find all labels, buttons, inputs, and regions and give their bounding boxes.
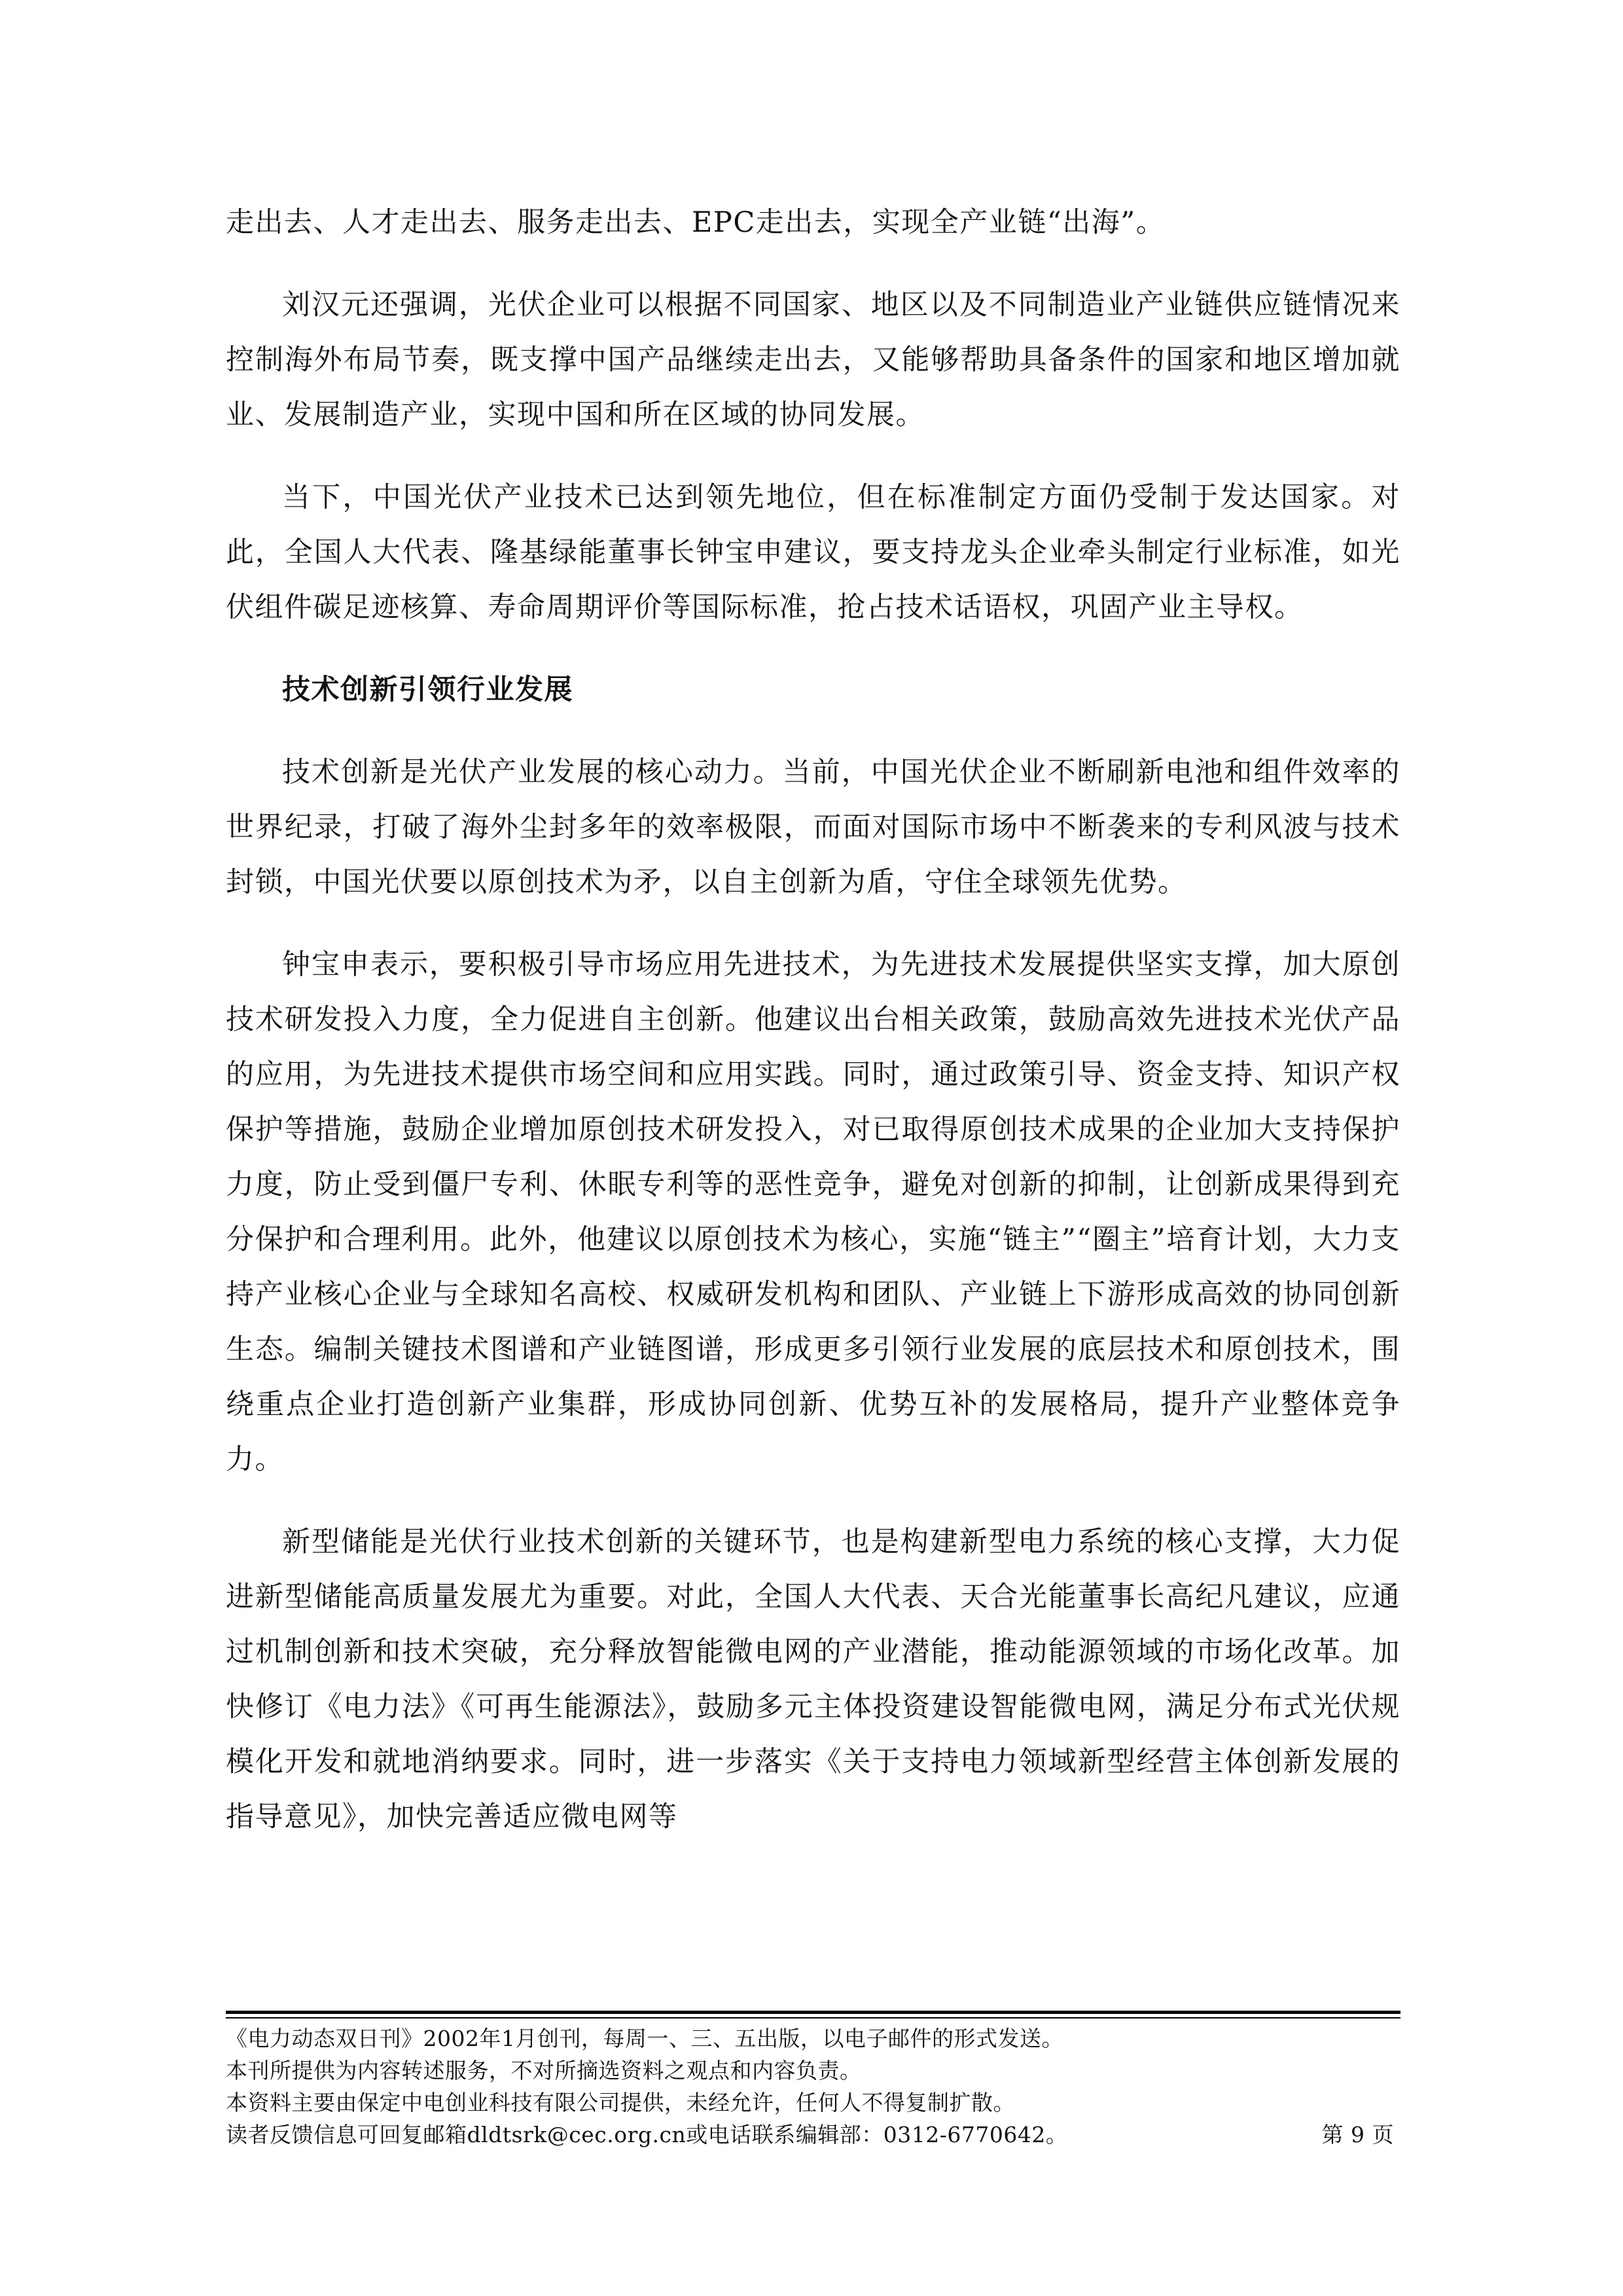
footer-disclaimer: 本刊所提供为内容转述服务，不对所摘选资料之观点和内容负责。 bbox=[226, 2058, 862, 2083]
article-body bbox=[226, 195, 1400, 1872]
paragraph-continuation: 走出去、人才走出去、服务走出去、EPC走出去，实现全产业链“出海”。 bbox=[226, 206, 1166, 239]
paragraph-energy-storage: 新型储能是光伏行业技术创新的关键环节，也是构建新型电力系统的核心支撑，大力促进新型储能高质量发展尤为重要。对此，全国人大代表、天合光能董事长高纪凡建议，应通过机制创新和技术突破，充分释放智能微电网的产业潜能，推动能源领域的市场化改革。加快修订《电力法》《可再生能源法》，鼓励多元主体投资建设智能微电网，满足分布式光伏规模化开发和就地消纳要求。同时，进一步落实《关于支持电力领域新型经营主体创新发展的指导意见》，加快完善适应微电网等 bbox=[226, 1526, 1400, 1833]
paragraph-zhong-baoshen: 钟宝申表示，要积极引导市场应用先进技术，为先进技术发展提供坚实支撑，加大原创技术研发投入力度，全力促进自主创新。他建议出台相关政策，鼓励高效先进技术光伏产品的应用，为先进技术提供市场空间和应用实践。同时，通过政策引导、资金支持、知识产权保护等措施，鼓励企业增加原创技术研发投入，对已取得原创技术成果的企业加大支持保护力度，防止受到僵尸专利、休眠专利等的恶性竞争，避免对创新的抑制，让创新成果得到充分保护和合理利用。此外，他建议以原创技术为核心，实施“链主”“圈主”培育计划，大力支持产业核心企业与全球知名高校、权威研发机构和团队、产业链上下游形成高效的协同创新生态。编制关键技术图谱和产业链图谱，形成更多引领行业发展的底层技术和原创技术，围绕重点企业打造创新产业集群，形成协同创新、优势互补的发展格局，提升产业整体竞争力。 bbox=[226, 948, 1400, 1476]
footer-contact-row bbox=[226, 2119, 1400, 2151]
section-heading: 技术创新引领行业发展 bbox=[282, 673, 573, 706]
footer-contact: 读者反馈信息可回复邮箱dldtsrk@cec.org.cn或电话联系编辑部：0312-6770642。 bbox=[226, 2122, 1068, 2147]
paragraph-innovation: 技术创新是光伏产业发展的核心动力。当前，中国光伏企业不断刷新电池和组件效率的世界纪录，打破了海外尘封多年的效率极限，而面对国际市场中不断袭来的专利风波与技术封锁，中国光伏要以原创技术为矛，以自主创新为盾，守住全球领先优势。 bbox=[226, 756, 1400, 899]
footer-copyright: 本资料主要由保定中电创业科技有限公司提供，未经允许，任何人不得复制扩散。 bbox=[226, 2090, 1015, 2115]
footer-publication-info: 《电力动态双日刊》2002年1月创刊，每周一、三、五出版，以电子邮件的形式发送。 bbox=[226, 2026, 1063, 2051]
footer-divider-thick bbox=[226, 2011, 1400, 2014]
paragraph-standards: 当下，中国光伏产业技术已达到领先地位，但在标准制定方面仍受制于发达国家。对此，全国人大代表、隆基绿能董事长钟宝申建议，要支持龙头企业牵头制定行业标准，如光伏组件碳足迹核算、寿命周期评价等国际标准，抢占技术话语权，巩固产业主导权。 bbox=[226, 481, 1400, 624]
paragraph-liu-hanyuan: 刘汉元还强调，光伏企业可以根据不同国家、地区以及不同制造业产业链供应链情况来控制海外布局节奏，既支撑中国产品继续走出去，又能够帮助具备条件的国家和地区增加就业、发展制造产业，实现中国和所在区域的协同发展。 bbox=[226, 289, 1400, 431]
footer-divider-thin bbox=[226, 2017, 1400, 2018]
page-number: 第 9 页 bbox=[1321, 2122, 1394, 2147]
page-footer bbox=[226, 2022, 1400, 2151]
